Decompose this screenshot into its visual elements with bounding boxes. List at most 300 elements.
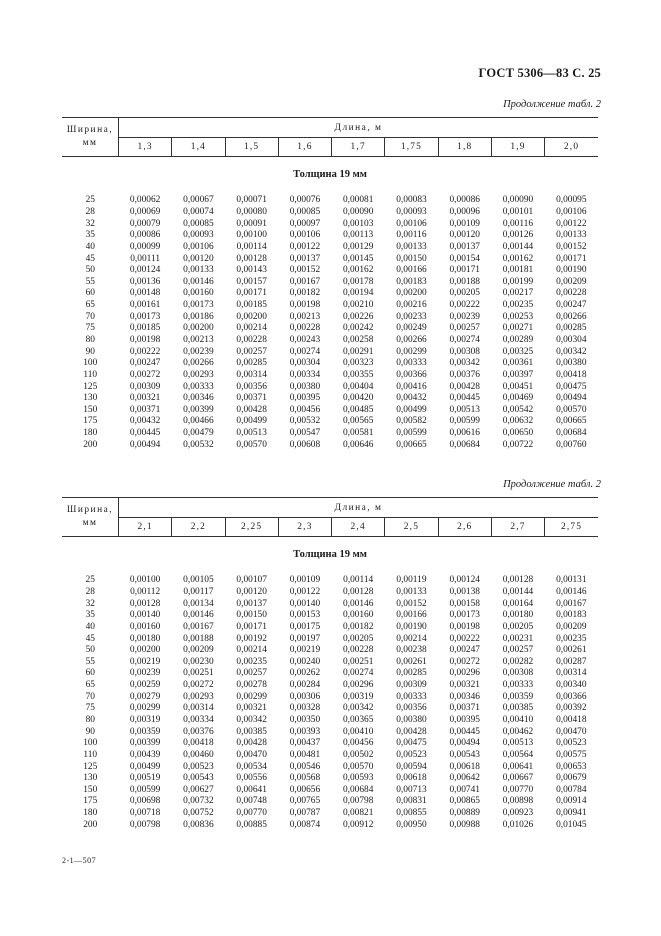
width-value: 200 (83, 439, 98, 450)
volume-cell: 0,00308 (449, 346, 480, 357)
volume-cell: 0,00346 (183, 393, 214, 404)
width-value: 125 (83, 761, 98, 772)
volume-cell: 0,00107 (236, 575, 267, 586)
volume-cell: 0,00186 (183, 311, 214, 322)
volume-cell: 0,00271 (502, 323, 534, 334)
volume-cell: 0,00131 (556, 575, 587, 586)
volume-cell: 0,00185 (236, 300, 267, 311)
table-row (62, 622, 598, 634)
volume-cell: 0,00200 (129, 645, 161, 656)
volume-cell: 0,00642 (449, 773, 480, 784)
width-value: 100 (83, 738, 98, 749)
volume-cell: 0,00752 (183, 808, 214, 819)
table-row (62, 819, 598, 831)
volume-cell: 0,00350 (289, 715, 321, 725)
volume-cell: 0,00171 (449, 265, 480, 276)
volume-cell: 0,00988 (449, 819, 480, 830)
volume-cell: 0,00306 (289, 691, 321, 702)
width-value: 40 (85, 621, 95, 632)
length-column-header: 1,6 (278, 138, 331, 157)
width-value: 75 (85, 323, 95, 334)
volume-cell: 0,00167 (183, 621, 214, 632)
table-row (62, 416, 598, 428)
volume-cell: 0,00144 (502, 241, 534, 252)
width-value: 32 (85, 598, 95, 609)
volume-cell: 0,00428 (449, 381, 480, 392)
table-row (62, 195, 598, 207)
volume-cell: 0,00898 (502, 796, 534, 807)
table-row (62, 808, 598, 820)
volume-cell: 0,00085 (289, 206, 321, 217)
table-row (62, 610, 598, 622)
volume-cell: 0,00564 (502, 749, 534, 760)
table-row (62, 218, 598, 230)
volume-cell: 0,00251 (183, 668, 214, 679)
width-header: Ширина, мм (62, 498, 119, 537)
volume-cell: 0,00718 (129, 808, 161, 819)
volume-cell: 0,00238 (396, 645, 427, 656)
length-column-header: 2,0 (545, 138, 598, 157)
volume-cell: 0,00466 (183, 416, 214, 427)
volume-table-2 (62, 497, 598, 831)
volume-cell: 0,00122 (289, 586, 321, 597)
volume-cell: 0,00171 (236, 288, 267, 299)
volume-cell: 0,00106 (556, 206, 587, 217)
table-row (62, 311, 598, 323)
length-column-header: 2,25 (225, 518, 278, 537)
volume-cell: 0,00616 (449, 428, 480, 439)
length-header: Длина, м (119, 118, 599, 138)
volume-cell: 0,00399 (183, 404, 214, 415)
volume-cell: 0,00451 (502, 381, 534, 392)
volume-cell: 0,00253 (502, 311, 534, 322)
volume-cell: 0,00565 (342, 416, 374, 427)
volume-cell: 0,00732 (183, 796, 214, 807)
volume-cell: 0,00494 (556, 393, 587, 404)
volume-cell: 0,00599 (396, 428, 427, 439)
volume-cell: 0,00321 (236, 703, 267, 714)
volume-cell: 0,00428 (236, 404, 267, 415)
volume-cell: 0,00309 (129, 381, 161, 392)
volume-cell: 0,00217 (502, 288, 534, 299)
volume-cell: 0,00166 (396, 610, 427, 621)
volume-cell: 0,00656 (289, 784, 321, 795)
volume-cell: 0,00912 (342, 819, 374, 830)
volume-cell: 0,00137 (236, 598, 267, 609)
volume-cell: 0,00074 (183, 206, 214, 217)
width-value: 65 (85, 680, 95, 691)
volume-cell: 0,00200 (396, 288, 427, 299)
volume-cell: 0,00291 (342, 346, 374, 357)
width-value: 200 (83, 819, 98, 830)
volume-cell: 0,00128 (236, 253, 267, 264)
volume-cell: 0,00641 (236, 784, 267, 795)
document-code: ГОСТ 5306—83 С. 25 (478, 66, 601, 80)
length-column-header: 2,4 (332, 518, 385, 537)
volume-cell: 0,00665 (396, 439, 427, 450)
volume-cell: 0,00091 (236, 218, 267, 229)
volume-cell: 0,00865 (449, 796, 480, 807)
thickness-label: Толщина 19 мм (293, 168, 367, 180)
volume-cell: 0,00432 (129, 416, 161, 427)
volume-cell: 0,00356 (396, 703, 427, 714)
volume-cell: 0,00653 (556, 761, 587, 772)
volume-cell: 0,00100 (236, 230, 267, 241)
volume-cell: 0,00090 (342, 206, 374, 217)
volume-cell: 0,00499 (396, 404, 427, 415)
table-row (62, 439, 598, 451)
volume-cell: 0,00385 (236, 726, 267, 737)
volume-cell: 0,00140 (289, 598, 321, 609)
volume-cell: 0,00128 (342, 586, 374, 597)
volume-cell: 0,00181 (502, 265, 534, 276)
volume-cell: 0,00086 (129, 230, 161, 241)
volume-cell: 0,00460 (183, 749, 214, 760)
volume-cell: 0,00698 (129, 796, 161, 807)
volume-cell: 0,00570 (236, 439, 267, 450)
volume-cell: 0,00393 (289, 726, 321, 737)
volume-cell: 0,00741 (449, 784, 480, 795)
table-row (62, 346, 598, 358)
volume-cell: 0,00228 (342, 645, 374, 656)
volume-cell: 0,00109 (449, 218, 480, 229)
volume-cell: 0,00124 (449, 575, 480, 586)
volume-cell: 0,00359 (502, 691, 534, 702)
table-row (62, 253, 598, 265)
volume-cell: 0,00160 (129, 621, 161, 632)
volume-cell: 0,00342 (449, 358, 480, 369)
width-value: 80 (85, 335, 95, 345)
volume-cell: 0,00261 (396, 656, 427, 667)
volume-cell: 0,00760 (556, 439, 587, 450)
volume-cell: 0,00284 (289, 680, 321, 691)
volume-cell: 0,00226 (342, 311, 374, 322)
volume-cell: 0,00632 (502, 416, 534, 427)
volume-cell: 0,00095 (556, 195, 587, 206)
volume-cell: 0,00371 (129, 404, 161, 415)
table-row (62, 680, 598, 692)
volume-cell: 0,00914 (556, 796, 587, 807)
length-column-header: 1,7 (332, 138, 385, 157)
width-value: 90 (85, 726, 95, 737)
volume-cell: 0,00272 (183, 680, 214, 691)
volume-cell: 0,00416 (396, 381, 427, 392)
table-row (62, 668, 598, 680)
volume-cell: 0,00120 (449, 230, 480, 241)
width-value: 55 (85, 656, 95, 667)
volume-cell: 0,00556 (236, 773, 267, 784)
volume-cell: 0,00116 (396, 230, 427, 241)
width-value: 45 (85, 633, 95, 644)
volume-cell: 0,00214 (236, 323, 267, 334)
volume-cell: 0,00334 (289, 369, 321, 380)
volume-cell: 0,00333 (502, 680, 534, 691)
volume-cell: 0,00133 (183, 265, 214, 276)
length-column-header: 2,5 (385, 518, 438, 537)
volume-cell: 0,00205 (449, 288, 480, 299)
volume-cell: 0,00469 (502, 393, 534, 404)
volume-cell: 0,00235 (236, 656, 267, 667)
width-value: 28 (85, 586, 95, 597)
volume-cell: 0,00216 (396, 300, 427, 311)
volume-cell: 0,00233 (396, 311, 427, 322)
volume-cell: 0,00513 (502, 738, 534, 749)
volume-cell: 0,00321 (449, 680, 480, 691)
volume-cell: 0,00137 (449, 241, 480, 252)
volume-cell: 0,00228 (236, 335, 267, 345)
width-value: 50 (85, 265, 95, 276)
volume-cell: 0,00111 (130, 253, 161, 264)
table-row (62, 428, 598, 440)
volume-cell: 0,00152 (556, 241, 587, 252)
volume-cell: 0,00116 (502, 218, 534, 229)
volume-cell: 0,00380 (289, 381, 321, 392)
volume-cell: 0,00114 (236, 241, 267, 252)
volume-cell: 0,00293 (183, 691, 214, 702)
volume-cell: 0,00119 (396, 575, 427, 586)
volume-cell: 0,00112 (130, 586, 161, 597)
volume-cell: 0,00346 (449, 691, 480, 702)
volume-cell: 0,00665 (556, 416, 587, 427)
volume-cell: 0,00219 (129, 656, 161, 667)
volume-cell: 0,00376 (449, 369, 480, 380)
volume-cell: 0,00543 (449, 749, 480, 760)
volume-cell: 0,00235 (556, 633, 587, 644)
volume-cell: 0,00192 (236, 633, 267, 644)
volume-cell: 0,00437 (289, 738, 321, 749)
volume-cell: 0,00321 (129, 393, 161, 404)
volume-cell: 0,00395 (289, 393, 321, 404)
volume-cell: 0,00479 (183, 428, 214, 439)
table-row (62, 691, 598, 703)
volume-cell: 0,00285 (556, 323, 587, 334)
volume-cell: 0,00456 (289, 404, 321, 415)
length-column-header: 2,3 (278, 518, 331, 537)
volume-cell: 0,00178 (342, 276, 374, 287)
volume-cell: 0,00133 (556, 230, 587, 241)
volume-cell: 0,00279 (129, 691, 161, 702)
volume-cell: 0,00150 (396, 253, 427, 264)
volume-cell: 0,00117 (183, 586, 214, 597)
volume-cell: 0,00214 (236, 645, 267, 656)
volume-cell: 0,00262 (289, 668, 321, 679)
volume-cell: 0,00593 (342, 773, 374, 784)
volume-cell: 0,00831 (396, 796, 427, 807)
volume-cell: 0,00162 (342, 265, 374, 276)
volume-cell: 0,00679 (556, 773, 587, 784)
volume-cell: 0,00103 (342, 218, 374, 229)
table-row (62, 598, 598, 610)
volume-cell: 0,00371 (449, 703, 480, 714)
width-value: 50 (85, 645, 95, 656)
volume-cell: 0,00333 (396, 691, 427, 702)
volume-cell: 0,00097 (289, 218, 321, 229)
volume-cell: 0,00420 (342, 393, 374, 404)
volume-table-1 (62, 117, 598, 451)
volume-cell: 0,00748 (236, 796, 267, 807)
volume-cell: 0,00140 (129, 610, 161, 621)
volume-cell: 0,00164 (502, 598, 534, 609)
volume-cell: 0,00200 (183, 323, 214, 334)
table-row (62, 726, 598, 738)
volume-cell: 0,00071 (236, 195, 267, 206)
width-value: 28 (85, 206, 95, 217)
volume-cell: 0,00366 (396, 369, 427, 380)
volume-cell: 0,00062 (129, 195, 161, 206)
volume-cell: 0,00247 (449, 645, 480, 656)
volume-cell: 0,00684 (342, 784, 374, 795)
volume-cell: 0,00266 (556, 311, 587, 322)
volume-cell: 0,00365 (342, 715, 374, 725)
volume-cell: 0,00299 (396, 346, 427, 357)
table-row (62, 785, 598, 797)
width-value: 25 (85, 575, 95, 586)
volume-cell: 0,00355 (342, 369, 374, 380)
volume-cell: 0,00214 (396, 633, 427, 644)
width-value: 175 (83, 416, 98, 427)
width-value: 75 (85, 703, 95, 714)
volume-cell: 0,00128 (129, 598, 161, 609)
volume-cell: 0,00180 (502, 610, 534, 621)
volume-cell: 0,00120 (183, 253, 214, 264)
width-value: 70 (85, 691, 95, 702)
volume-cell: 0,00157 (236, 276, 267, 287)
volume-cell: 0,00342 (342, 703, 374, 714)
width-value: 35 (85, 610, 95, 621)
table-row (62, 370, 598, 382)
volume-cell: 0,00133 (396, 586, 427, 597)
volume-cell: 0,00085 (183, 218, 214, 229)
volume-cell: 0,00582 (396, 416, 427, 427)
table-row (62, 335, 598, 347)
volume-cell: 0,00618 (449, 761, 480, 772)
volume-cell: 0,00122 (556, 218, 587, 229)
volume-cell: 0,00080 (236, 206, 267, 217)
volume-cell: 0,00404 (342, 381, 374, 392)
volume-cell: 0,00323 (342, 358, 374, 369)
volume-cell: 0,00239 (129, 668, 161, 679)
volume-cell: 0,00257 (449, 323, 480, 334)
volume-cell: 0,00462 (502, 726, 534, 737)
volume-cell: 0,00784 (556, 784, 587, 795)
volume-cell: 0,00547 (289, 428, 321, 439)
volume-cell: 0,00136 (129, 276, 161, 287)
volume-cell: 0,00231 (502, 633, 534, 644)
volume-cell: 0,00171 (556, 253, 587, 264)
volume-cell: 0,00889 (449, 808, 480, 819)
volume-cell: 0,00120 (236, 586, 267, 597)
volume-cell: 0,00481 (289, 749, 321, 760)
width-value: 40 (85, 241, 95, 252)
volume-cell: 0,00285 (236, 358, 267, 369)
volume-cell: 0,00356 (236, 381, 267, 392)
volume-cell: 0,00445 (129, 428, 161, 439)
volume-cell: 0,00319 (129, 715, 161, 725)
table-row (62, 575, 598, 587)
volume-cell: 0,00798 (342, 796, 374, 807)
volume-cell: 0,00380 (396, 715, 427, 725)
volume-cell: 0,00308 (502, 668, 534, 679)
volume-cell: 0,00439 (129, 749, 161, 760)
width-header: Ширина, мм (62, 118, 119, 157)
volume-cell: 0,00627 (183, 784, 214, 795)
volume-cell: 0,00470 (556, 726, 587, 737)
volume-cell: 0,00342 (556, 346, 587, 357)
volume-cell: 0,00855 (396, 808, 427, 819)
volume-cell: 0,00821 (342, 808, 374, 819)
volume-cell: 0,00134 (183, 598, 214, 609)
volume-cell: 0,00247 (129, 358, 161, 369)
width-value: 55 (85, 276, 95, 287)
volume-cell: 0,00243 (289, 335, 321, 345)
table-row (62, 773, 598, 785)
volume-cell: 0,00410 (502, 715, 534, 725)
volume-cell: 0,00399 (129, 738, 161, 749)
volume-cell: 0,00765 (289, 796, 321, 807)
volume-cell: 0,00106 (396, 218, 427, 229)
volume-cell: 0,00259 (129, 680, 161, 691)
volume-cell: 0,00570 (556, 404, 587, 415)
length-column-header: 1,75 (385, 138, 438, 157)
volume-cell: 0,00160 (342, 610, 374, 621)
table-row (62, 703, 598, 715)
volume-cell: 0,00185 (129, 323, 161, 334)
print-mark: 2-1—507 (62, 856, 97, 865)
table-row (62, 587, 598, 599)
volume-cell: 0,00296 (449, 668, 480, 679)
volume-cell: 0,00485 (342, 404, 374, 415)
volume-cell: 0,00418 (556, 369, 587, 380)
width-value: 25 (85, 195, 95, 206)
volume-cell: 0,00314 (556, 668, 587, 679)
volume-cell: 0,01045 (556, 819, 587, 830)
volume-cell: 0,00722 (502, 439, 534, 450)
volume-cell: 0,00258 (342, 335, 374, 345)
volume-cell: 0,00261 (556, 645, 587, 656)
volume-cell: 0,00519 (129, 773, 161, 784)
volume-cell: 0,00278 (236, 680, 267, 691)
volume-cell: 0,00198 (129, 335, 161, 345)
volume-cell: 0,00143 (236, 265, 267, 276)
volume-cell: 0,00188 (183, 633, 214, 644)
length-column-header: 1,4 (172, 138, 225, 157)
volume-cell: 0,00198 (449, 621, 480, 632)
width-value: 32 (85, 218, 95, 229)
volume-cell: 0,00101 (502, 206, 534, 217)
volume-cell: 0,00432 (396, 393, 427, 404)
table-row (62, 656, 598, 668)
volume-cell: 0,00523 (396, 749, 427, 760)
table-continuation-label: Продолжение табл. 2 (503, 99, 601, 110)
width-value: 65 (85, 300, 95, 311)
width-value: 125 (83, 381, 98, 392)
volume-cell: 0,00376 (183, 726, 214, 737)
volume-cell: 0,00114 (343, 575, 374, 586)
table-row (62, 242, 598, 254)
volume-cell: 0,00513 (236, 428, 267, 439)
volume-cell: 0,00340 (556, 680, 587, 691)
volume-cell: 0,00113 (343, 230, 374, 241)
volume-cell: 0,00532 (183, 439, 214, 450)
length-header: Длина, м (119, 498, 599, 518)
volume-cell: 0,00067 (183, 195, 214, 206)
thickness-label: Толщина 19 мм (293, 548, 367, 560)
volume-cell: 0,00299 (129, 703, 161, 714)
volume-cell: 0,00667 (502, 773, 534, 784)
width-value: 35 (85, 230, 95, 241)
volume-cell: 0,00129 (342, 241, 374, 252)
volume-cell: 0,00213 (289, 311, 321, 322)
